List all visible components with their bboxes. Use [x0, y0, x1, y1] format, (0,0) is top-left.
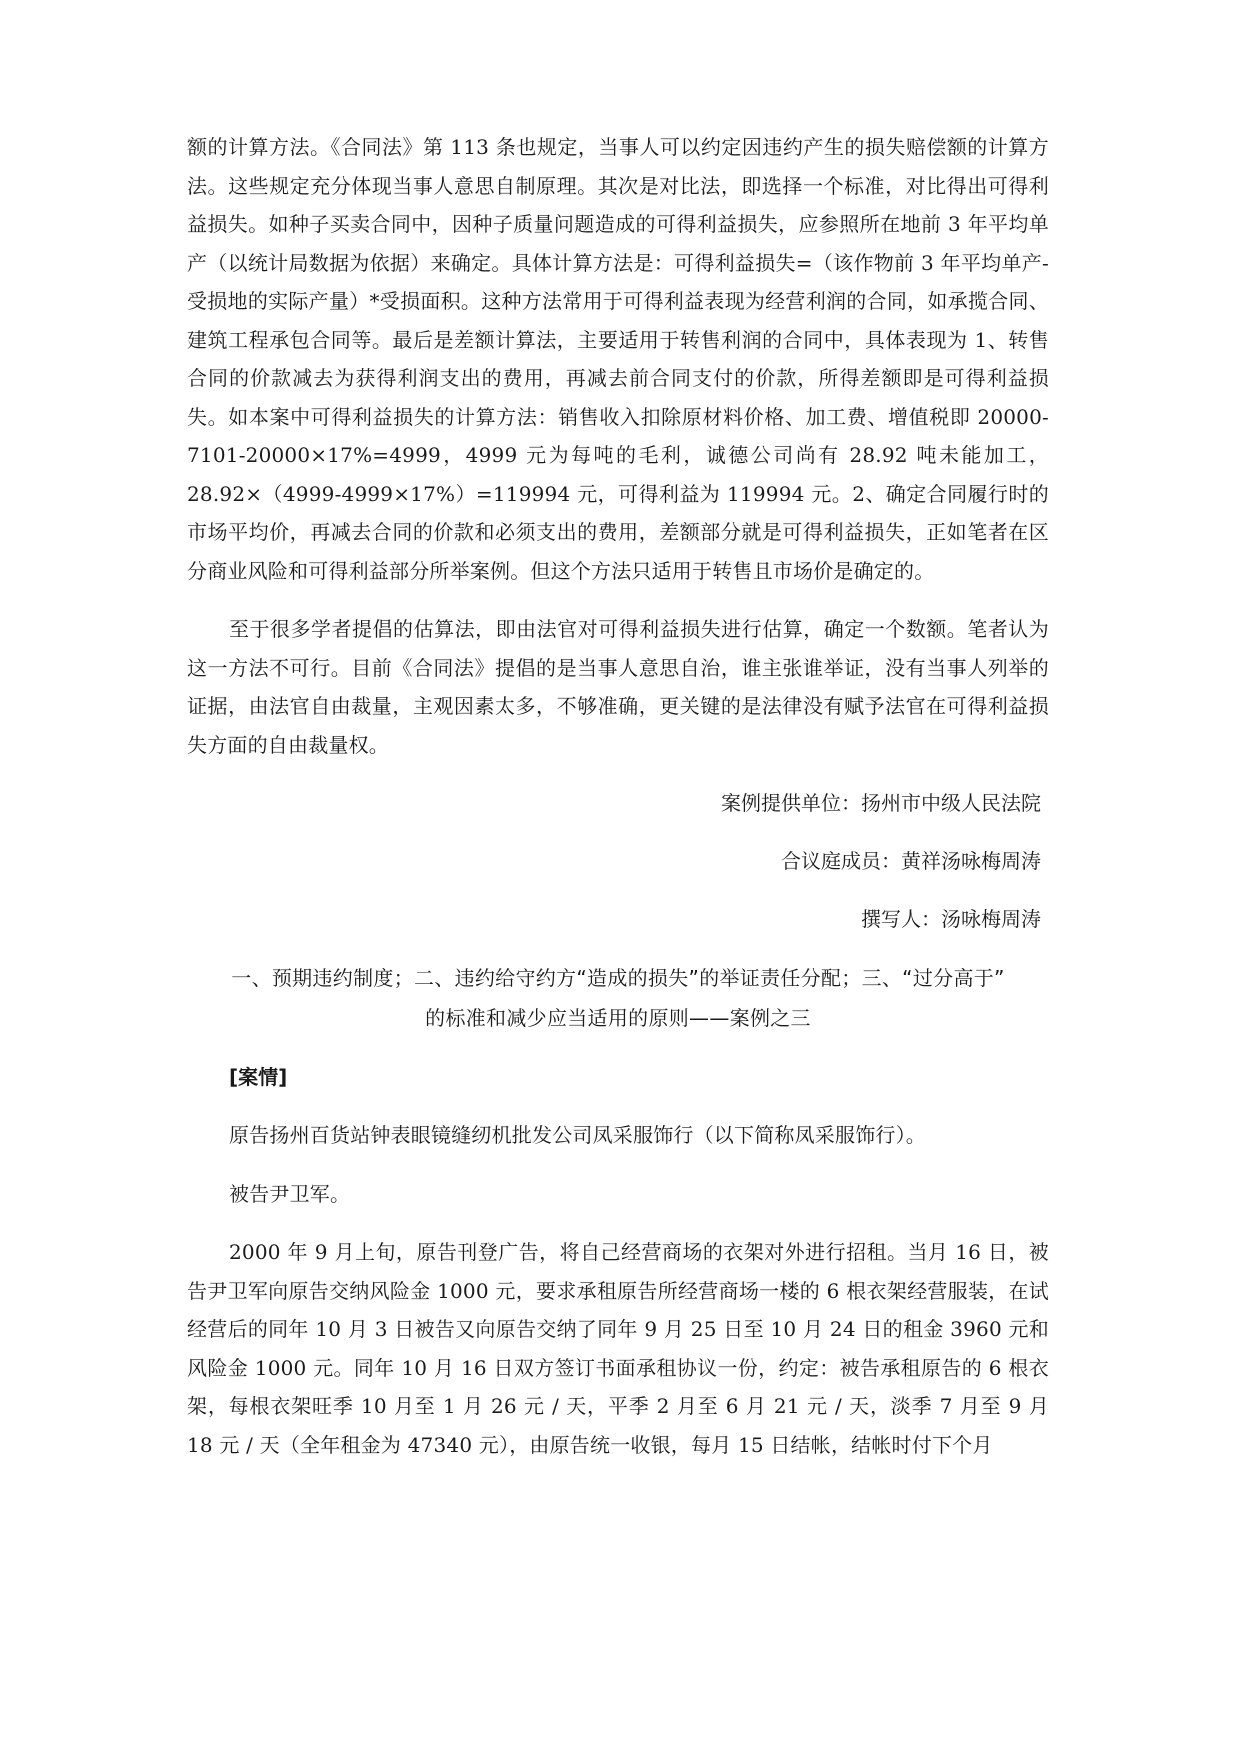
author-line: 撰写人：汤咏梅周涛: [861, 907, 1041, 931]
case-facts-label: [案情]: [229, 1065, 288, 1089]
case-provider-line: 案例提供单位：扬州市中级人民法院: [721, 791, 1041, 815]
section-title: [187, 958, 1049, 1038]
section-title-line-1: 一、预期违约制度；二、违约给守约方“造成的损失”的举证责任分配；三、“过分高于”: [231, 966, 1005, 990]
document-page: [187, 128, 1049, 1464]
body-paragraph: 至于很多学者提倡的估算法，即由法官对可得利益损失进行估算，确定一个数额。笔者认为这一方法不可行。目前《合同法》提倡的是当事人意思自治，谁主张谁举证，没有当事人列举的证据，由法官自由裁量，主观因素太多，不够准确，更关键的是法律没有赋予法官在可得利益损失方面的自由裁量权。: [187, 617, 1049, 757]
defendant-paragraph: 被告尹卫军。: [229, 1181, 351, 1206]
body-paragraph: 额的计算方法。《合同法》第 113 条也规定，当事人可以约定因违约产生的损失赔偿额的计算方法。这些规定充分体现当事人意思自制原理。其次是对比法，即选择一个标准，对比得出可得利益损失。如种子买卖合同中，因种子质量问题造成的可得利益损失，应参照所在地前 3 年平均单产（以统计局数据为依据）来确定。具体计算方法是：可得利益损失=（该作物前 3 年平均单产-受损地的实际产量）*受损面积。这种方法常用于可得利益表现为经营利润的合同，如承揽合同、建筑工程承包合同等。最后是差额计算法，主要适用于转售利润的合同中，具体表现为 1、转售合同的价款减去为获得利润支出的费用，再减去前合同支付的价款，所得差额即是可得利益损失。如本案中可得利益损失的计算方法：销售收入扣除原材料价格、加工费、增值税即 20000-7101-20000×17%=4999，4999 元为每吨的毛利，诚德公司尚有 28.92 吨未能加工，28.92×（4999-4999×17%）=119994 元，可得利益为 119994 元。2、确定合同履行时的市场平均价，再减去合同的价款和必须支出的费用，差额部分就是可得利益损失，正如笔者在区分商业风险和可得利益部分所举案例。但这个方法只适用于转售且市场价是确定的。: [187, 135, 1049, 583]
facts-paragraph: 2000 年 9 月上旬，原告刊登广告，将自己经营商场的衣架对外进行招租。当月 16 日，被告尹卫军向原告交纳风险金 1000 元，要求承租原告所经营商场一楼的 6 根衣架经营服装，在试经营后的同年 10 月 3 日被告又向原告交纳了同年 9 月 25 日至 10 月 24 日的租金 3960 元和风险金 1000 元。同年 10 月 16 日双方签订书面承租协议一份，约定：被告承租原告的 6 根衣架，每根衣架旺季 10 月至 1 月 26 元 / 天，平季 2 月至 6 月 21 元 / 天，淡季 7 月至 9 月 18 元 / 天（全年租金为 47340 元），由原告统一收银，每月 15 日结帐，结帐时付下个月: [187, 1240, 1049, 1457]
panel-members-line: 合议庭成员：黄祥汤咏梅周涛: [781, 849, 1041, 873]
plaintiff-paragraph: 原告扬州百货站钟表眼镜缝纫机批发公司凤采服饰行（以下简称凤采服饰行）。: [229, 1123, 926, 1147]
section-title-line-2: 的标准和减少应当适用的原则——案例之三: [425, 1006, 811, 1030]
